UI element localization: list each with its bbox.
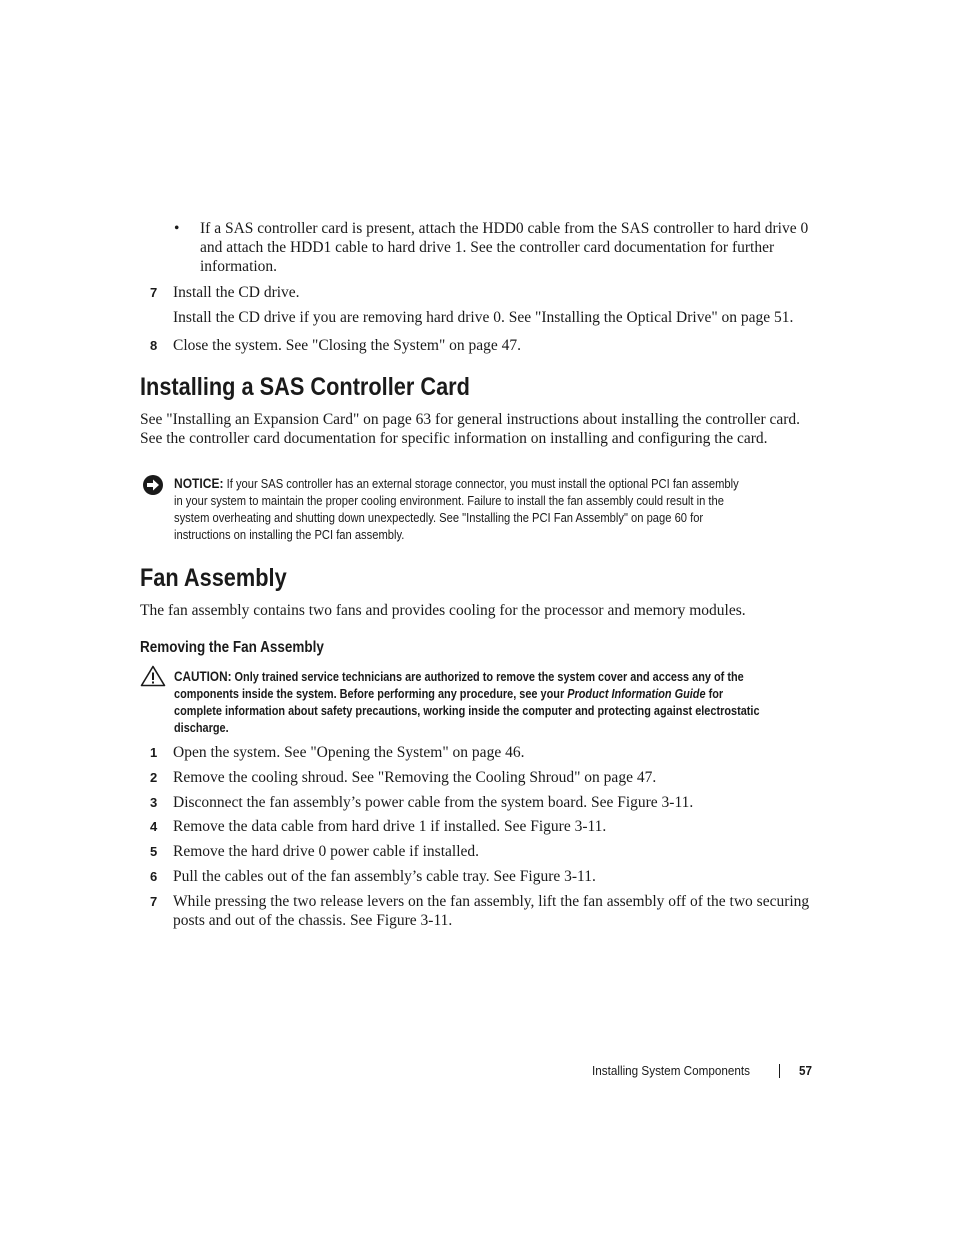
step-text: While pressing the two release levers on the fan assembly, lift the fan assembly off of the two securing posts and out of the chassis. See Figure 3-11.: [173, 893, 810, 929]
caution-block: [174, 668, 871, 736]
step-text: Install the CD drive.: [173, 284, 300, 301]
page-number: 57: [799, 1063, 813, 1078]
notice-text: If your SAS controller has an external storage connector, you must install the optional PCI fan assembly: [226, 476, 739, 491]
notice-line: in your system to maintain the proper cooling environment. Failure to install the fan assembly could result in the: [174, 493, 724, 508]
notice-block: [174, 475, 831, 543]
step-number: 7: [150, 894, 158, 909]
caution-text: for: [705, 686, 724, 701]
step-text: Disconnect the fan assembly’s power cable from the system board. See Figure 3-11.: [173, 794, 694, 811]
notice-line: system overheating and shutting down unexpectedly. See "Installing the PCI Fan Assembly" on page 60 for: [174, 510, 704, 525]
step-text: Remove the hard drive 0 power cable if installed.: [173, 843, 480, 860]
step-text: Open the system. See "Opening the System" on page 46.: [173, 744, 525, 761]
caution-label: CAUTION:: [174, 668, 232, 684]
step-detail: Install the CD drive if you are removing hard drive 0. See "Installing the Optical Drive" on page 51.: [173, 309, 794, 326]
step-number: 8: [150, 338, 158, 353]
section-heading: Fan Assembly: [140, 564, 287, 592]
caution-triangle-icon: [140, 665, 166, 687]
notice-line: instructions on installing the PCI fan assembly.: [174, 527, 405, 542]
caution-line: [174, 668, 760, 685]
footer-separator: [779, 1064, 780, 1078]
step-text: Remove the cooling shroud. See "Removing the Cooling Shroud" on page 47.: [173, 769, 657, 786]
subsection-heading: Removing the Fan Assembly: [140, 639, 324, 656]
notice-line: [174, 475, 739, 492]
caution-line: complete information about safety precautions, working inside the computer and protecting against electrostatic: [174, 703, 760, 718]
caution-line: discharge.: [174, 720, 229, 735]
notice-label: NOTICE:: [174, 475, 224, 491]
caution-emphasis: Product Information Guide: [567, 686, 706, 701]
step-number: 2: [150, 770, 158, 785]
step-number: 3: [150, 795, 158, 810]
section-body: The fan assembly contains two fans and provides cooling for the processor and memory modules.: [140, 602, 746, 619]
step-text: Remove the data cable from hard drive 1 if installed. See Figure 3-11.: [173, 818, 607, 835]
caution-text: Only trained service technicians are authorized to remove the system cover and access any of the: [234, 669, 744, 684]
footer-section-title: Installing System Components: [592, 1063, 751, 1078]
caution-line: [174, 685, 760, 702]
step-number: 1: [150, 745, 158, 760]
step-number: 4: [150, 819, 158, 834]
notice-arrow-icon: [142, 474, 164, 496]
step-text: Close the system. See "Closing the System" on page 47.: [173, 337, 522, 354]
step-number: 7: [150, 285, 158, 300]
step-text: Pull the cables out of the fan assembly’s cable tray. See Figure 3-11.: [173, 868, 596, 885]
caution-text: components inside the system. Before performing any procedure, see your: [174, 686, 568, 701]
section-body: See "Installing an Expansion Card" on page 63 for general instructions about installing the controller card. See the controller card documentation for specific information on installing and configuring the card.: [140, 411, 801, 447]
step-number: 6: [150, 869, 158, 884]
section-heading: Installing a SAS Controller Card: [140, 373, 470, 401]
step-number: 5: [150, 844, 158, 859]
bullet-symbol: •: [174, 220, 180, 237]
bullet-text: If a SAS controller card is present, attach the HDD0 cable from the SAS controller to hard drive 0 and attach the HDD1 cable to hard drive 1. See the controller card documentation for further information.: [200, 220, 809, 275]
